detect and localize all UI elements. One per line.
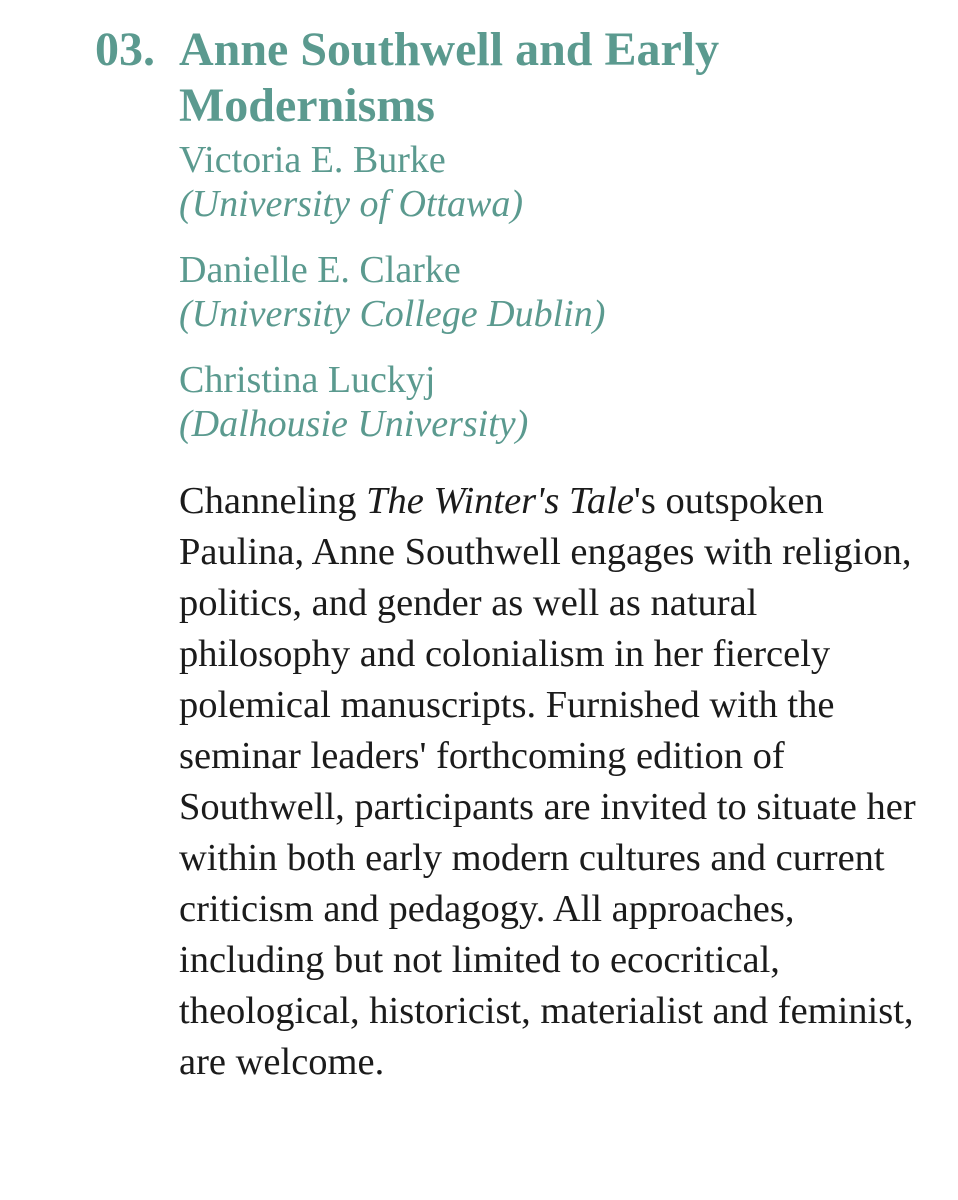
seminar-description (179, 476, 919, 1088)
description-lead: Channeling (179, 480, 367, 522)
leader-item (179, 358, 935, 446)
leader-institution: (University College Dublin) (179, 293, 606, 335)
leader-name: Christina Luckyj (179, 359, 436, 401)
leader-item (179, 138, 935, 226)
leader-item (179, 248, 935, 336)
leader-name: Victoria E. Burke (179, 139, 446, 181)
leader-institution: (University of Ottawa) (179, 183, 524, 225)
description-body: 's outspoken Paulina, Anne Southwell engages with religion, politics, and gender as well as natural philosophy and colonialism in her fiercely polemical manuscripts. Furnished with the seminar leaders' forthcoming edition of Southwell, participants are invited to situate her within both early modern cultures and current criticism and pedagogy. All approaches, including but not limited to ecocritical, theological, historicist, materialist and feminist, are welcome. (179, 480, 916, 1083)
seminar-entry (95, 22, 935, 1127)
leader-institution: (Dalhousie University) (179, 403, 529, 445)
seminar-heading (95, 22, 935, 134)
leader-name: Danielle E. Clarke (179, 249, 461, 291)
seminar-number: 03. (95, 23, 155, 76)
seminar-title: Anne Southwell and Early Modernisms (179, 23, 720, 132)
seminar-leaders (179, 138, 935, 446)
description-work-title: The Winter's Tale (366, 480, 634, 522)
